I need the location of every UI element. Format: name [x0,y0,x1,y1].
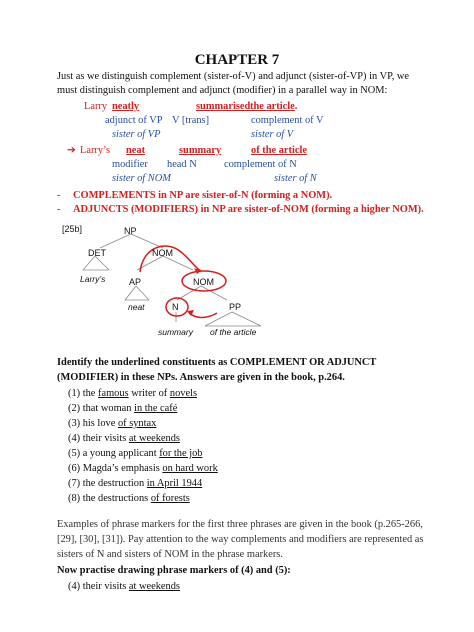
leaf-of-the-article: of the article [210,327,257,337]
task-line-2: (MODIFIER) in these NPs. Answers are given in the book, p.264. [57,372,345,383]
edge-np-nom [131,234,163,248]
rule-adjuncts: ADJUNCTS (MODIFIERS) in NP are sister-of-NOM (forming a higher NOM). [73,204,424,215]
arrow-pp-to-n [189,313,217,318]
triangle-ap-left [125,286,136,300]
word-neat: neat [126,145,146,156]
exercise-1: (1) the famous writer of novels [68,388,198,399]
triangle-pp-left [205,312,232,326]
node-pp: PP [229,302,242,312]
exercise-8: (8) the destructions of forests [68,493,190,504]
node-nom-lower: NOM [193,277,214,287]
label-modifier: modifier [112,159,148,170]
arrow-icon: ➔ [67,145,76,156]
rule-complements: COMPLEMENTS in NP are sister-of-N (forming a NOM). [73,190,333,201]
exercise-5: (5) a young applicant for the job [68,448,203,459]
label-adjunct-of-vp: adjunct of VP [105,115,163,126]
edge-nom-pp [201,286,227,300]
exercise-2: (2) that woman in the café [68,403,178,414]
task-line-1: Identify the underlined constituents as COMPLEMENT OR ADJUNCT [57,357,377,368]
node-det: DET [88,248,106,258]
edge-np-det [100,234,131,248]
rule-dash-2: - [57,204,61,215]
exercise-6: (6) Magda’s emphasis on hard work [68,463,218,474]
word-neatly: neatly [112,101,140,112]
page-title: CHAPTER 7 [194,52,280,68]
triangle-ap-right [136,286,149,300]
phrase-the-article: the article. [250,101,298,112]
label-sister-of-n: sister of N [274,173,317,184]
examples-line-2: [29], [30], [31]). Pay attention to the way complements and modifiers are represented as [57,534,424,545]
practise-line: Now practise drawing phrase markers of (4) and (5): [57,565,291,576]
word-summarised: summarised [196,101,251,112]
node-n: N [172,302,179,312]
vp-example-sentence [84,100,107,114]
word-larry: Larry [84,101,108,112]
leaf-neat: neat [128,302,145,312]
word-larrys: Larry’s [80,145,111,156]
label-complement-of-n: complement of N [224,159,297,170]
node-nom-upper: NOM [152,248,173,258]
label-v-trans: V [trans] [172,115,210,126]
examples-line-1: Examples of phrase markers for the first three phrases are given in the book (p.265-266, [57,519,423,530]
triangle-det-right [95,256,109,270]
rule-dash-1: - [57,190,61,201]
label-sister-of-v: sister of V [251,129,294,140]
node-np: NP [124,226,137,236]
intro-line-2: must distinguish complement and adjunct (modifier) in a parallel way in NOM: [57,85,388,96]
label-sister-of-nom: sister of NOM [112,173,171,184]
exercise-4: (4) their visits at weekends [68,433,180,444]
intro-line-1: Just as we distinguish complement (sister-of-V) and adjunct (sister-of-VP) in VP, we [57,71,410,82]
exercise-3: (3) his love of syntax [68,418,157,429]
label-head-n: head N [167,159,197,170]
label-sister-of-vp: sister of VP [112,129,161,140]
phrase-of-the-article: of the article [251,145,307,156]
triangle-pp-right [232,312,261,326]
exercise-7: (7) the destruction in April 1944 [68,478,203,489]
leaf-larrys: Larry’s [80,274,106,284]
final-example: (4) their visits at weekends [68,581,180,592]
word-summary: summary [179,145,222,156]
node-ap: AP [129,277,142,287]
triangle-det-left [83,256,95,270]
leaf-summary: summary [158,327,193,337]
examples-line-3: sisters of N and sisters of NOM in the phrase markers. [57,549,283,560]
tree-tag: [25b] [62,224,83,234]
label-complement-of-v: complement of V [251,115,324,126]
